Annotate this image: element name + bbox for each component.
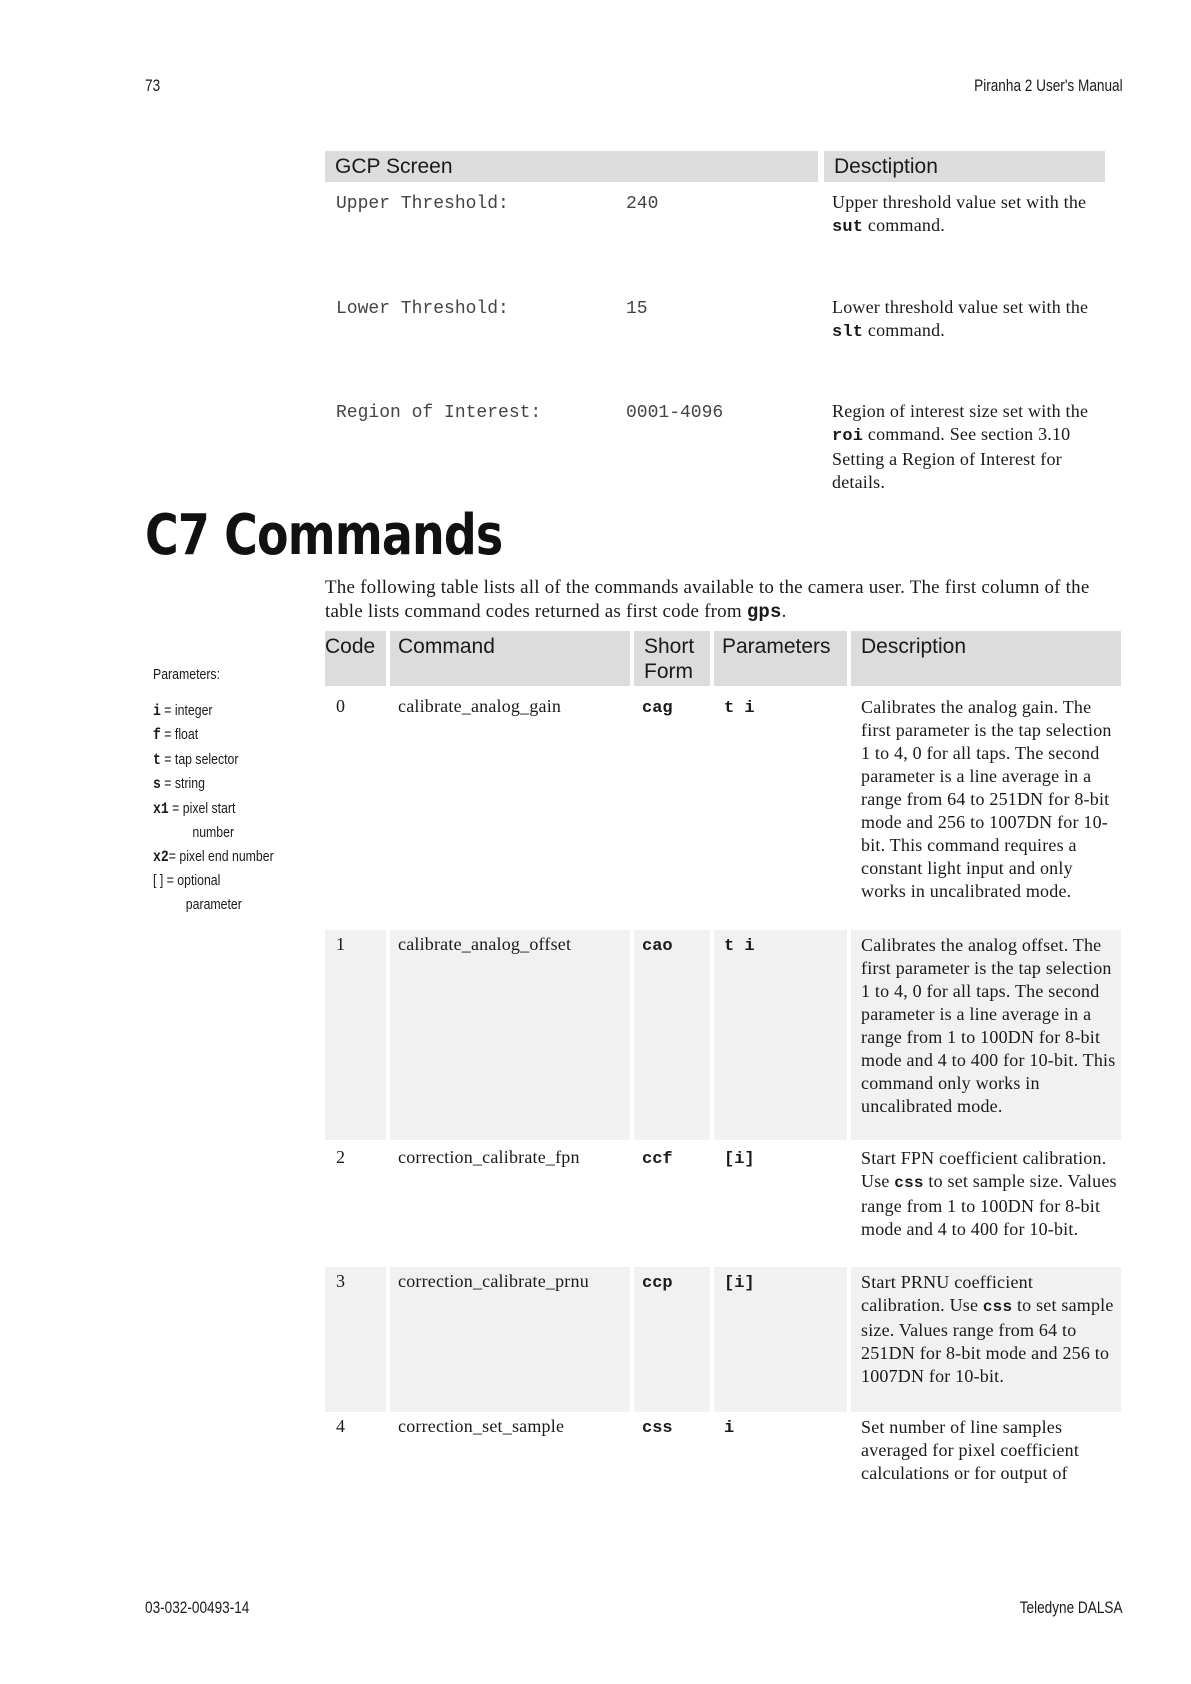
section-title: C7 Commands xyxy=(145,503,503,568)
cell-parameters: t i xyxy=(714,930,847,1140)
cell-description: Start FPN coefficient calibration. Use css to set sample size. Values range from 1 to 100DN for 8-bit mode and 4 to 400 for 10-bit. xyxy=(861,1148,1117,1239)
table-row xyxy=(325,692,1121,924)
param-item: [ ] = optional xyxy=(153,872,221,889)
gcp-value: 15 xyxy=(626,299,648,319)
cell-code: 3 xyxy=(325,1267,386,1412)
gcp-row-upper-threshold xyxy=(325,184,1105,284)
cell-code: 1 xyxy=(325,930,386,1140)
table-row xyxy=(325,1143,1121,1265)
cell-command: correction_calibrate_prnu xyxy=(390,1267,630,1412)
cell-command: calibrate_analog_offset xyxy=(390,930,630,1140)
gcp-description: Lower threshold value set with the slt command. xyxy=(832,297,1089,342)
gcp-header-screen: GCP Screen xyxy=(325,151,818,182)
header-command: Command xyxy=(390,631,630,686)
table-row xyxy=(325,1267,1121,1412)
header-short-form: Short Form xyxy=(634,631,710,686)
manual-title: Piranha 2 User's Manual xyxy=(974,76,1123,95)
cell-description: Calibrates the analog gain. The first parameter is the tap selection 1 to 4, 0 for all taps. The second parameter is a line average in a range from 64 to 251DN for 8-bit mode and 256 to 1007DN for 10-bit. This command requires a constant light input and only works in uncalibrated mode. xyxy=(861,697,1112,901)
cell-parameters: [i] xyxy=(714,1267,847,1412)
parameters-legend xyxy=(153,663,284,916)
cell-command: calibrate_analog_gain xyxy=(398,696,562,716)
company-name: Teledyne DALSA xyxy=(1020,1598,1123,1617)
gcp-description: Upper threshold value set with the sut command. xyxy=(832,192,1087,237)
gcp-label: Upper Threshold: xyxy=(336,194,509,214)
cell-short-form: ccf xyxy=(642,1150,673,1169)
gcp-row-lower-threshold xyxy=(325,289,1105,389)
gcp-value: 240 xyxy=(626,194,659,214)
cell-description: Set number of line samples averaged for pixel coefficient calculations or for output of xyxy=(861,1417,1080,1483)
cell-parameters: i xyxy=(724,1419,735,1438)
param-item: i = integer xyxy=(153,701,213,720)
document-number: 03-032-00493-14 xyxy=(145,1598,250,1617)
gcp-description: Region of interest size set with the roi command. See section 3.10 Setting a Region of Interest for details. xyxy=(832,401,1089,492)
cell-command: correction_set_sample xyxy=(398,1416,565,1436)
intro-paragraph: The following table lists all of the commands available to the camera user. The first column of the table lists command codes returned as first code from gps. xyxy=(325,577,1090,623)
cell-command: correction_calibrate_fpn xyxy=(398,1147,580,1167)
param-item: s = string xyxy=(153,775,205,793)
cell-description: Start PRNU coefficient calibration. Use css to set sample size. Values range from 64 to 251DN for 8-bit mode and 256 to 1007DN for 10-bit. xyxy=(851,1267,1121,1412)
cell-parameters: [i] xyxy=(724,1150,755,1169)
cell-short-form: cao xyxy=(634,930,710,1140)
gcp-label: Lower Threshold: xyxy=(336,299,509,319)
cell-parameters: t i xyxy=(724,699,755,718)
cell-description: Calibrates the analog offset. The first parameter is the tap selection 1 to 4, 0 for all taps. The second parameter is a line average in a range from 1 to 100DN for 8-bit mode and 4 to 400 for 10-bit. This command only works in uncalibrated mode. xyxy=(851,930,1121,1140)
cell-code: 0 xyxy=(336,696,345,716)
table-row xyxy=(325,930,1121,1140)
gcp-label: Region of Interest: xyxy=(336,403,542,423)
param-item-continued: number xyxy=(192,824,235,841)
cell-short-form: css xyxy=(642,1419,673,1438)
param-item: t = tap selector xyxy=(153,750,239,769)
gcp-header-description: Desctiption xyxy=(824,151,1105,182)
table-row xyxy=(325,1412,1121,1502)
param-item: f = float xyxy=(153,726,199,744)
parameters-title: Parameters: xyxy=(153,666,220,683)
param-item: x1 = pixel start xyxy=(153,799,236,818)
cell-code: 2 xyxy=(336,1147,345,1167)
header-description: Description xyxy=(851,631,1121,686)
param-item: x2= pixel end number xyxy=(153,847,274,866)
page-number: 73 xyxy=(145,76,161,95)
cell-code: 4 xyxy=(336,1416,345,1436)
param-item-continued: parameter xyxy=(185,895,242,913)
cell-short-form: ccp xyxy=(634,1267,710,1412)
cell-short-form: cag xyxy=(642,699,673,718)
gcp-row-region-of-interest xyxy=(325,393,1105,503)
gcp-value: 0001-4096 xyxy=(626,403,724,423)
header-code: Code xyxy=(325,631,386,686)
header-parameters: Parameters xyxy=(714,631,847,686)
